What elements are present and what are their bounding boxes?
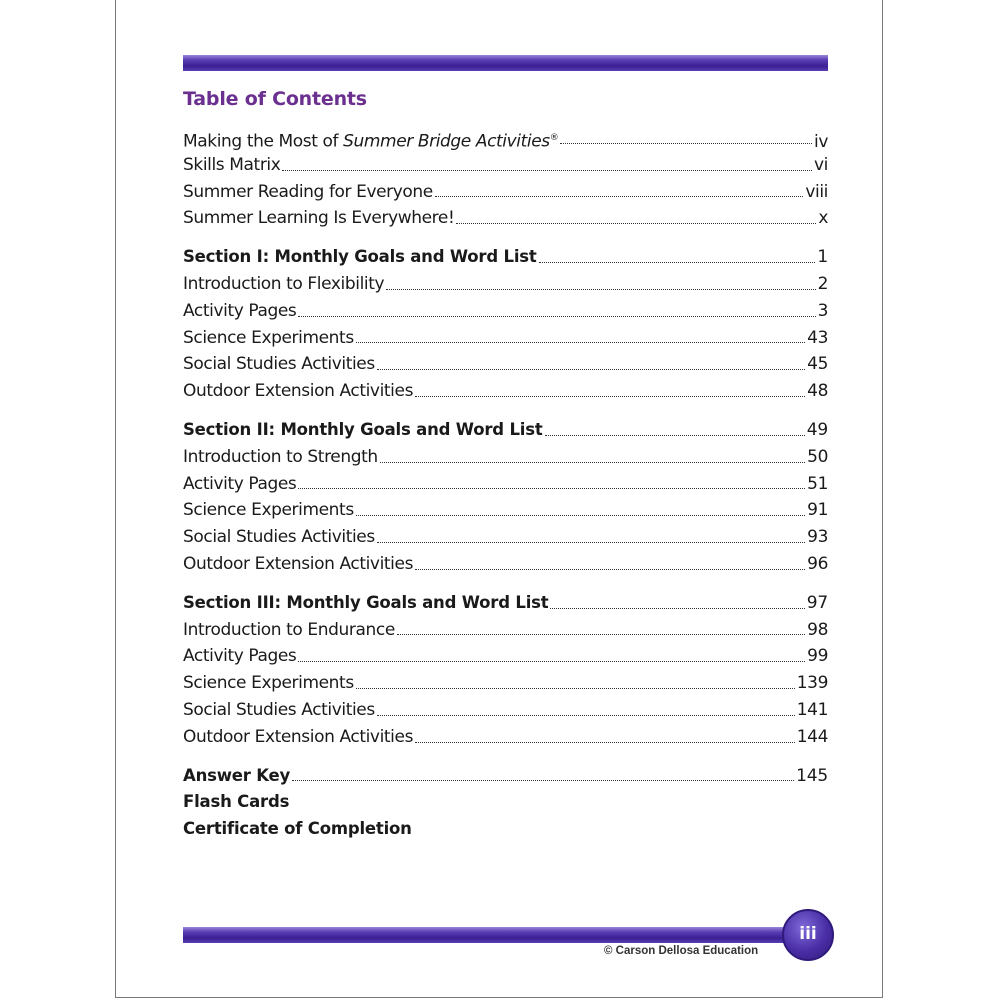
toc-entry[interactable] (183, 697, 828, 724)
dot-leader (386, 288, 815, 290)
toc-entry[interactable] (183, 125, 828, 152)
dot-leader (380, 461, 805, 463)
toc-entry[interactable] (183, 497, 828, 524)
toc-entry[interactable] (183, 298, 828, 325)
toc-entry-page: 96 (807, 553, 828, 574)
dot-leader (415, 568, 805, 570)
toc-entry-page: 145 (796, 765, 828, 786)
toc-entry[interactable] (183, 152, 828, 179)
toc-entry-label: Skills Matrix (183, 154, 281, 175)
bottom-rule (183, 927, 793, 943)
toc-entry-page: 1 (817, 247, 828, 268)
toc-entry-page: 93 (807, 527, 828, 548)
toc-entry-page: 2 (817, 273, 828, 294)
toc-section-heading[interactable] (183, 763, 828, 790)
dot-leader (298, 315, 815, 317)
dot-leader (397, 633, 805, 635)
toc-entry-label: Introduction to Flexibility (183, 273, 385, 294)
dot-leader (456, 222, 816, 224)
toc-entry-label: Section I: Monthly Goals and Word List (183, 247, 537, 267)
toc-entry[interactable] (183, 444, 828, 471)
toc-entry-label: Outdoor Extension Activities (183, 381, 414, 402)
toc-section-heading[interactable] (183, 590, 828, 617)
toc-entry[interactable] (183, 724, 828, 751)
dot-leader (560, 142, 812, 144)
toc-entry-page: 144 (796, 726, 828, 747)
toc-entry-page: 49 (806, 419, 828, 440)
top-rule (183, 55, 828, 71)
toc-entry-label: Flash Cards (183, 792, 290, 812)
toc-entry-label: Activity Pages (183, 646, 297, 667)
table-of-contents (183, 125, 828, 855)
toc-entry[interactable] (183, 325, 828, 352)
toc-entry-page: 97 (806, 592, 828, 613)
dot-leader (356, 514, 805, 516)
toc-entry-page: 98 (807, 619, 828, 640)
toc-entry-page: 50 (807, 446, 828, 467)
toc-entry-label: Outdoor Extension Activities (183, 726, 414, 747)
toc-entry[interactable] (183, 351, 828, 378)
toc-entry-label: Summer Reading for Everyone (183, 181, 433, 202)
dot-leader (292, 779, 794, 781)
toc-section-heading[interactable] (183, 244, 828, 271)
toc-entry-page: 139 (796, 673, 828, 694)
dot-leader (377, 714, 795, 716)
toc-section-heading[interactable] (183, 816, 828, 843)
toc-entry-label: Introduction to Endurance (183, 619, 395, 640)
toc-section-3 (183, 590, 828, 751)
toc-entry-label: Activity Pages (183, 473, 297, 494)
dot-leader (377, 541, 805, 543)
toc-entry-label: Science Experiments (183, 673, 354, 694)
toc-entry[interactable] (183, 179, 828, 206)
toc-entry-page: vi (814, 154, 828, 175)
dot-leader (356, 687, 795, 689)
toc-entry-label: Activity Pages (183, 300, 297, 321)
toc-entry-label: Social Studies Activities (183, 699, 375, 720)
toc-entry-page: x (818, 208, 828, 229)
toc-section-1 (183, 244, 828, 405)
toc-section-heading[interactable] (183, 417, 828, 444)
dot-leader (282, 169, 812, 171)
toc-entry-label: Making the Most of Summer Bridge Activities® (183, 131, 559, 152)
toc-entry[interactable] (183, 524, 828, 551)
toc-entry-label: Section III: Monthly Goals and Word List (183, 592, 549, 612)
dot-leader (298, 660, 805, 662)
toc-entry[interactable] (183, 551, 828, 578)
toc-entry-label: Outdoor Extension Activities (183, 553, 414, 574)
toc-entry-label: Social Studies Activities (183, 527, 375, 548)
toc-entry[interactable] (183, 271, 828, 298)
toc-entry-label: Social Studies Activities (183, 354, 375, 375)
dot-leader (377, 368, 805, 370)
toc-entry-page: iv (814, 131, 828, 152)
toc-entry-label: Certificate of Completion (183, 819, 412, 839)
copyright-notice: © Carson Dellosa Education (604, 945, 759, 957)
toc-section-heading[interactable] (183, 789, 828, 816)
page-title: Table of Contents (183, 88, 367, 110)
toc-entry-label: Summer Learning Is Everywhere! (183, 208, 455, 229)
toc-entry[interactable] (183, 670, 828, 697)
toc-entry-page: 3 (817, 300, 828, 321)
toc-back-matter (183, 763, 828, 843)
dot-leader (545, 434, 805, 436)
toc-entry[interactable] (183, 378, 828, 405)
toc-entry-page: 45 (807, 354, 828, 375)
dot-leader (298, 487, 805, 489)
toc-entry-page: 91 (807, 500, 828, 521)
toc-front-matter (183, 125, 828, 232)
toc-entry[interactable] (183, 617, 828, 644)
toc-entry-page: 43 (807, 327, 828, 348)
toc-section-2 (183, 417, 828, 578)
toc-entry-label: Science Experiments (183, 327, 354, 348)
toc-entry-label: Answer Key (183, 765, 291, 785)
toc-entry[interactable] (183, 205, 828, 232)
toc-entry-label: Introduction to Strength (183, 446, 378, 467)
toc-entry-page: 99 (807, 646, 828, 667)
dot-leader (539, 261, 816, 263)
dot-leader (415, 741, 795, 743)
dot-leader (356, 341, 805, 343)
toc-entry-page: 141 (796, 699, 828, 720)
toc-entry[interactable] (183, 643, 828, 670)
dot-leader (550, 607, 804, 609)
dot-leader (415, 395, 805, 397)
toc-entry-page: 51 (807, 473, 828, 494)
toc-entry-page: 48 (807, 381, 828, 402)
toc-entry-page: viii (805, 181, 828, 202)
toc-entry-label: Science Experiments (183, 500, 354, 521)
toc-entry[interactable] (183, 471, 828, 498)
toc-entry-label: Section II: Monthly Goals and Word List (183, 419, 543, 439)
dot-leader (435, 195, 803, 197)
page-number-badge: iii (782, 909, 834, 961)
